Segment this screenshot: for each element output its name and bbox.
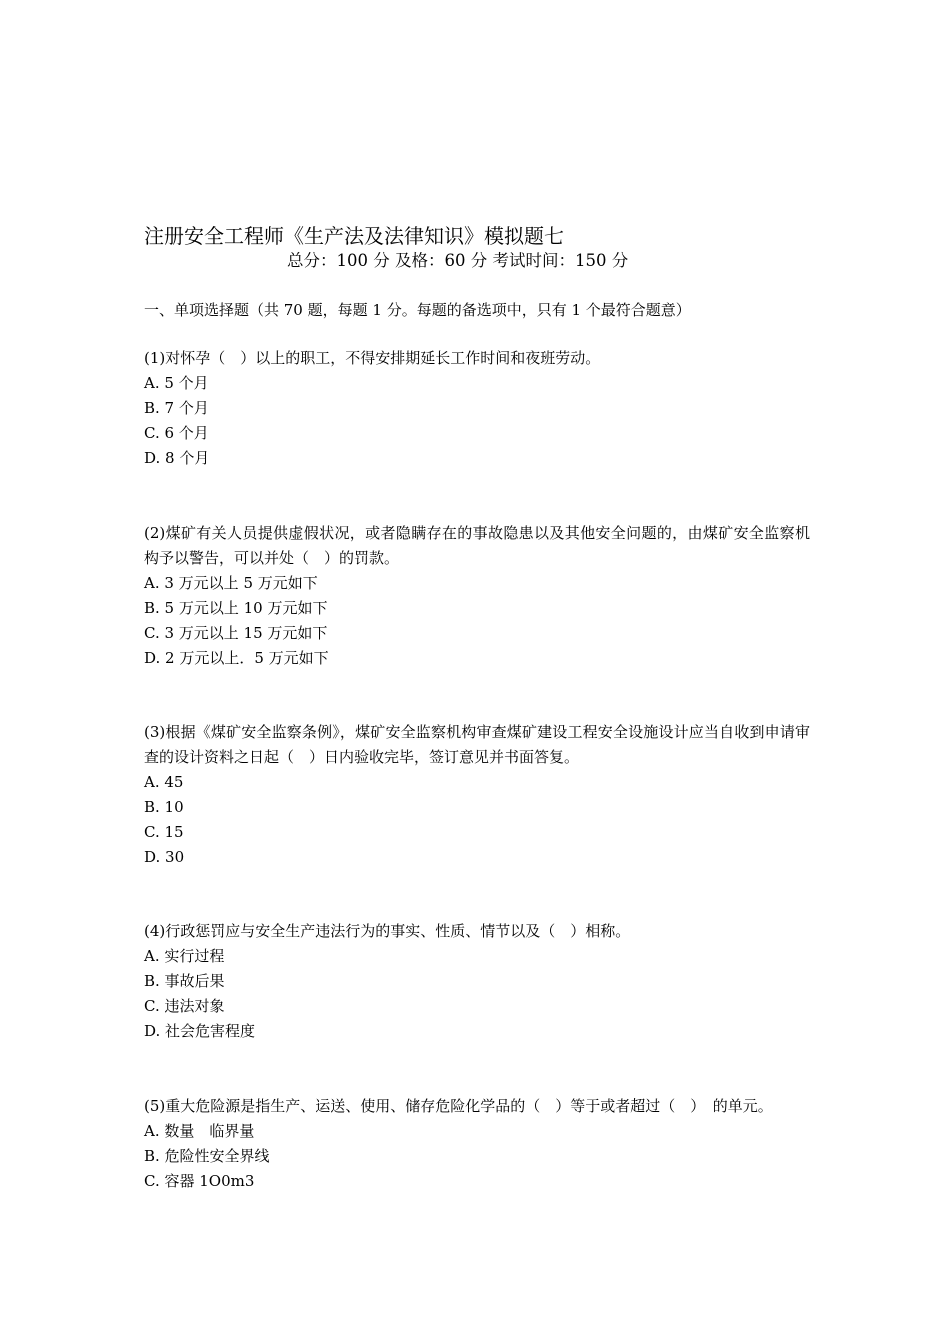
- option-a: A. 实行过程: [144, 947, 225, 965]
- question-1: [144, 346, 810, 471]
- option-d: D. 社会危害程度: [144, 1022, 256, 1040]
- question-stem: (1)对怀孕（ ）以上的职工，不得安排期延长工作时间和夜班劳动。: [144, 349, 601, 367]
- document-title: 注册安全工程师《生产法及法律知识》模拟题七: [144, 224, 564, 248]
- section-heading: 一、单项选择题（共 70 题，每题 1 分。每题的备选项中，只有 1 个最符合题意）: [144, 301, 691, 319]
- option-a: A. 5 个月: [144, 374, 209, 392]
- question-stem: (3)根据《煤矿安全监察条例》，煤矿安全监察机构审查煤矿建设工程安全设施设计应当自收到申请审查的设计资料之日起（ ）日内验收完毕，签订意见并书面答复。: [144, 723, 810, 766]
- option-b: B. 7 个月: [144, 399, 209, 417]
- question-stem: (5)重大危险源是指生产、运送、使用、储存危险化学品的（ ）等于或者超过（ ） 的单元。: [144, 1097, 773, 1115]
- option-d: D. 8 个月: [144, 449, 210, 467]
- option-b: B. 5 万元以上 10 万元如下: [144, 599, 328, 617]
- option-c: C. 3 万元以上 15 万元如下: [144, 624, 328, 642]
- question-4: [144, 919, 810, 1044]
- question-stem: (4)行政惩罚应与安全生产违法行为的事实、性质、情节以及（ ）相称。: [144, 922, 631, 940]
- option-d: D. 2 万元以上．5 万元如下: [144, 649, 329, 667]
- option-b: B. 危险性安全界线: [144, 1147, 270, 1165]
- option-d: D. 30: [144, 848, 185, 866]
- option-b: B. 10: [144, 798, 184, 816]
- question-3: [144, 720, 810, 870]
- question-stem: (2)煤矿有关人员提供虚假状况，或者隐瞒存在的事故隐患以及其他安全问题的，由煤矿安全监察机构予以警告，可以并处（ ）的罚款。: [144, 524, 810, 567]
- option-a: A. 3 万元以上 5 万元如下: [144, 574, 318, 592]
- question-5: [144, 1094, 810, 1194]
- option-c: C. 15: [144, 823, 184, 841]
- option-c: C. 容器 1O0m3: [144, 1172, 255, 1190]
- option-a: A. 45: [144, 773, 184, 791]
- option-c: C. 违法对象: [144, 997, 225, 1015]
- question-2: [144, 521, 810, 671]
- option-a: A. 数量 临界量: [144, 1122, 255, 1140]
- exam-info: 总分：100 分 及格：60 分 考试时间：150 分: [287, 251, 629, 270]
- option-b: B. 事故后果: [144, 972, 225, 990]
- option-c: C. 6 个月: [144, 424, 209, 442]
